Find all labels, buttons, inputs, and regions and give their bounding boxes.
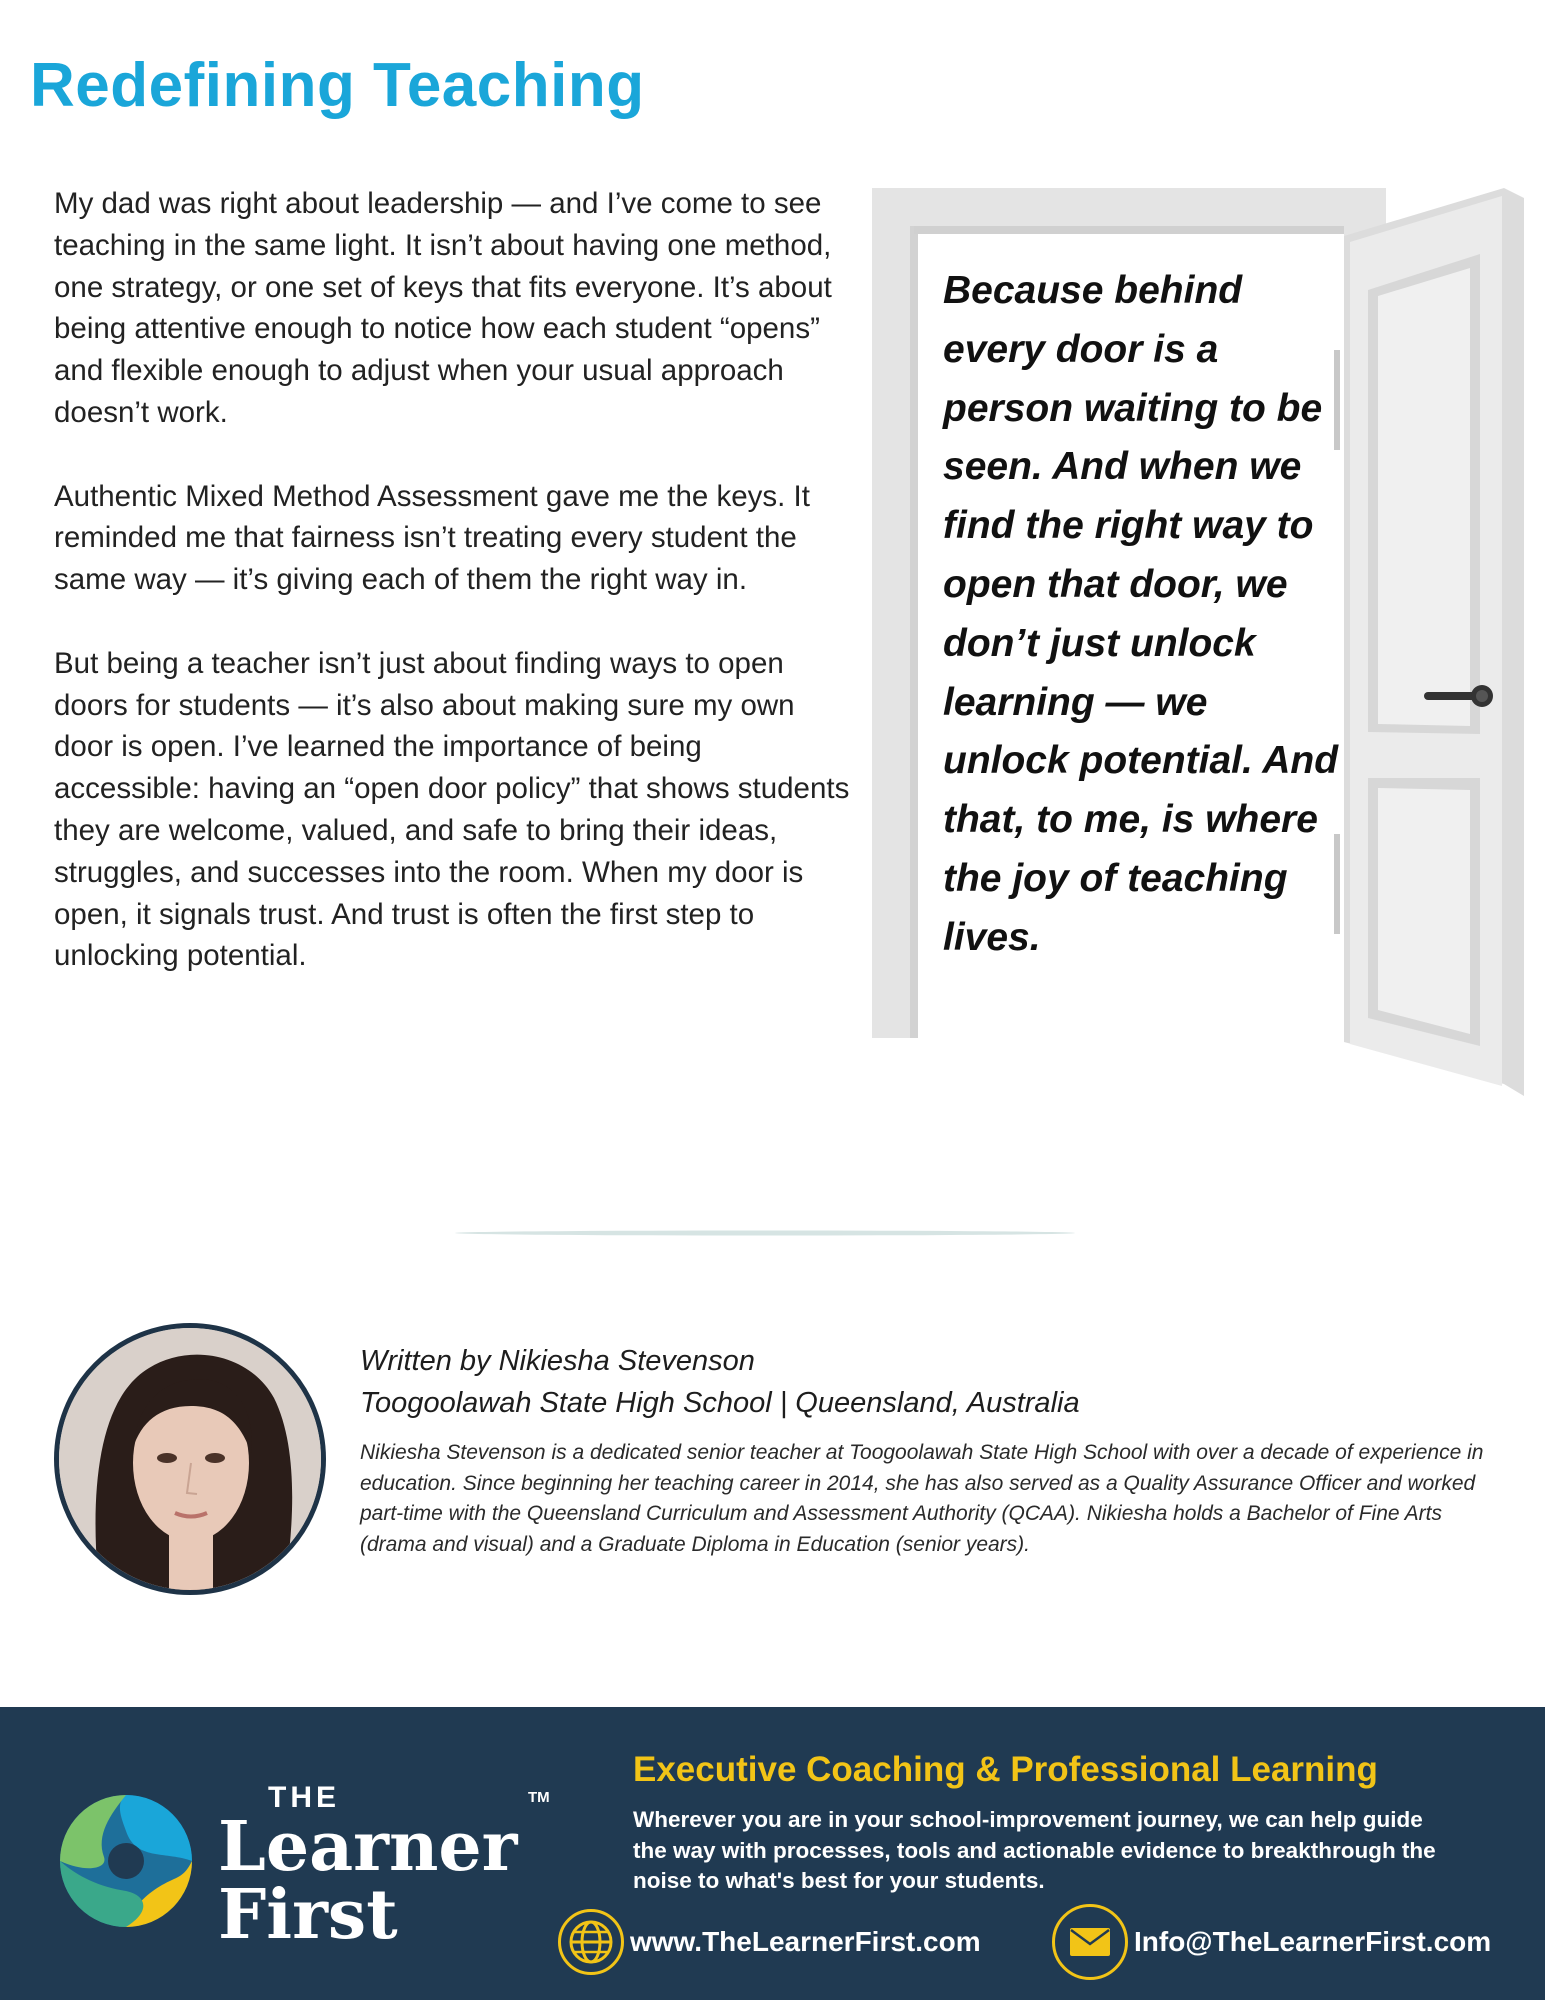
author-byline: Written by Nikiesha Stevenson xyxy=(360,1345,755,1377)
brand-name xyxy=(218,1807,518,1955)
author-info xyxy=(360,1340,1500,1560)
article-paragraph-2: Authentic Mixed Method Assessment gave me the keys. It reminded me that fairness isn’t treating every student the same way — it’s giving each of them the right way in. xyxy=(54,479,810,597)
cta-title: Executive Coaching & Professional Learning xyxy=(633,1750,1378,1789)
email-text: Info@TheLearnerFirst.com xyxy=(1134,1926,1492,1957)
globe-icon xyxy=(558,1909,624,1975)
trademark: TM xyxy=(528,1789,550,1806)
article-body xyxy=(54,183,854,1019)
pull-quote: Because behind every door is a person waiting to be seen. And when we find the right way to open that door, we don’t just unlock learning — we unlock potential. And that, to me, is where the joy of teaching lives. xyxy=(943,269,1339,959)
logo-swirl-icon xyxy=(56,1791,196,1931)
website-text: www.TheLearnerFirst.com xyxy=(630,1926,981,1957)
footer-banner xyxy=(0,1707,1545,2000)
article-paragraph-3: But being a teacher isn’t just about finding ways to open doors for students — it’s also about making sure my own door is open. I’ve learned the importance of being accessible: having an “open door policy” that shows students they are welcome, valued, and safe to bring their ideas, struggles, and successes into the room. When my door is open, it signals trust. And trust is often the first step to unlocking potential. xyxy=(54,646,850,973)
page-title: Redefining Teaching xyxy=(30,51,645,120)
brand-line-1: Learner xyxy=(218,1807,518,1887)
brand-logo[interactable] xyxy=(56,1773,576,1955)
brand-line-2: First xyxy=(218,1875,398,1955)
author-bio: Nikiesha Stevenson is a dedicated senior teacher at Toogoolawah State High School with over a decade of experience in education. Since beginning her teaching career in 2014, she has also served as a Quality Assurance Officer and worked part-time with the Queensland Curriculum and Assessment Authority (QCAA). Nikiesha holds a Bachelor of Fine Arts (drama and visual) and a Graduate Diploma in Education (senior years). xyxy=(360,1441,1484,1556)
author-avatar xyxy=(54,1323,326,1595)
author-affiliation: Toogoolawah State High School | Queensland, Australia xyxy=(360,1387,1080,1419)
brand-the: THE xyxy=(268,1781,340,1814)
cta-text: Wherever you are in your school-improvement journey, we can help guide the way with processes, tools and actionable evidence to breakthrough the noise to what's best for your students. xyxy=(633,1807,1436,1893)
website-link[interactable] xyxy=(558,1904,981,1980)
article-paragraph-1: My dad was right about leadership — and I’ve come to see teaching in the same light. It isn’t about having one method, one strategy, or one set of keys that fits everyone. It’s about being attentive enough to notice how each student “opens” and flexible enough to adjust when your usual approach doesn’t work. xyxy=(54,187,832,429)
mail-icon xyxy=(1052,1904,1128,1980)
section-divider xyxy=(455,1230,1075,1236)
email-link[interactable] xyxy=(1052,1904,1491,1980)
